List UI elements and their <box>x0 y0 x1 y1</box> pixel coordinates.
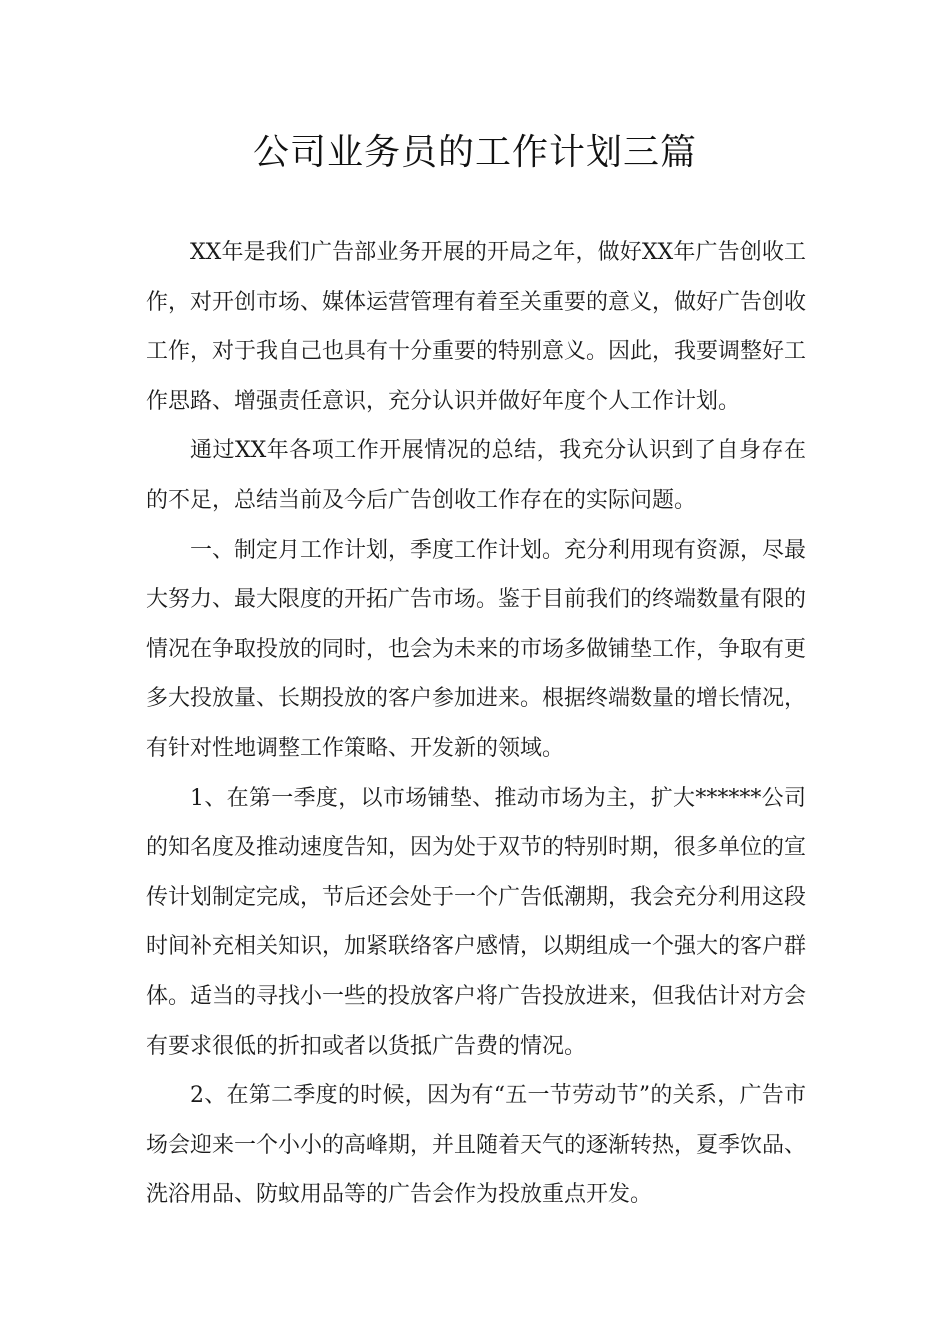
paragraph-q2: 2、在第二季度的时候，因为有“五一节劳动节”的关系，广告市场会迎来一个小小的高峰期，并且随着天气的逐渐转热，夏季饮品、洗浴用品、防蚊用品等的广告会作为投放重点开发。 <box>146 1083 807 1208</box>
document-body <box>146 228 806 1220</box>
paragraph-q1: 1、在第一季度，以市场铺垫、推动市场为主，扩大******公司的知名度及推动速度告知，因为处于双节的特别时期，很多单位的宣传计划制定完成，节后还会处于一个广告低潮期，我会充分利用这段时间补充相关知识，加紧联络客户感情，以期组成一个强大的客户群体。适当的寻找小一些的投放客户将广告投放进来，但我估计对方会有要求很低的折扣或者以货抵广告费的情况。 <box>146 785 807 1059</box>
document-title: 公司业务员的工作计划三篇 <box>252 132 697 173</box>
paragraph-section-one: 一、制定月工作计划，季度工作计划。充分利用现有资源，尽最大努力、最大限度的开拓广告市场。鉴于目前我们的终端数量有限的情况在争取投放的同时，也会为未来的市场多做铺垫工作，争取有更多大投放量、长期投放的客户参加进来。根据终端数量的增长情况，有针对性地调整工作策略、开发新的领域。 <box>146 537 807 761</box>
paragraph-summary: 通过XX年各项工作开展情况的总结，我充分认识到了自身存在的不足，总结当前及今后广告创收工作存在的实际问题。 <box>146 438 806 513</box>
paragraph-intro: XX年是我们广告部业务开展的开局之年，做好XX年广告创收工作，对开创市场、媒体运营管理有着至关重要的意义，做好广告创收工作，对于我自己也具有十分重要的特别意义。因此，我要调整好工作思路、增强责任意识，充分认识并做好年度个人工作计划。 <box>146 240 807 414</box>
